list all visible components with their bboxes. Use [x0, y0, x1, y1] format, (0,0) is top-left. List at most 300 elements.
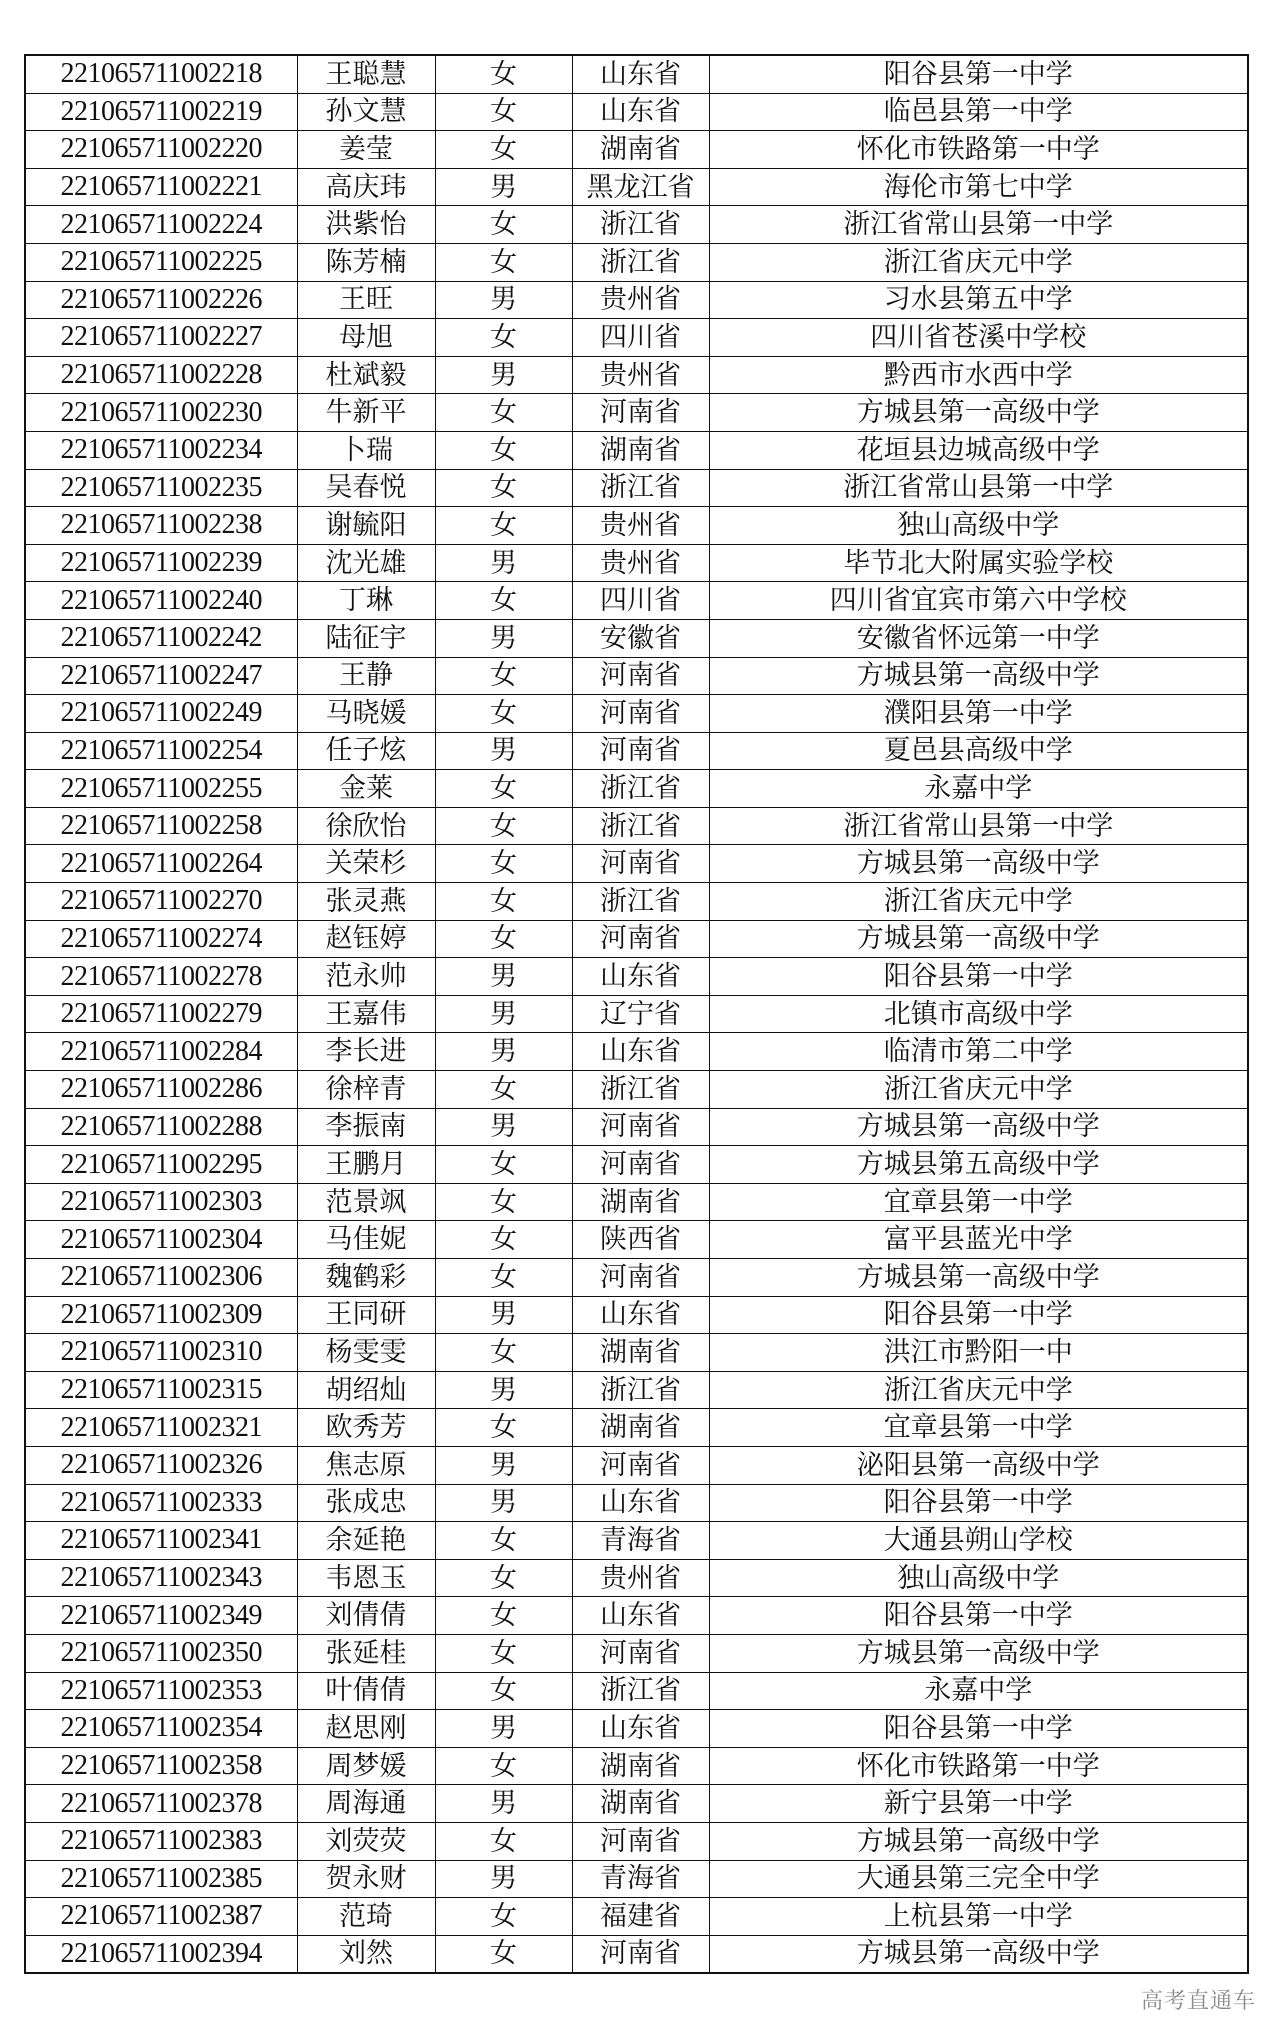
gender-cell: 女	[435, 1334, 572, 1372]
gender-cell: 女	[435, 431, 572, 469]
table-row	[25, 1822, 1248, 1860]
school-cell: 阳谷县第一中学	[709, 1296, 1248, 1334]
gender-cell: 男	[435, 1296, 572, 1334]
name-cell: 范琦	[297, 1898, 435, 1936]
table-row	[25, 55, 1248, 93]
exam-id-cell: 221065711002394	[25, 1935, 297, 1973]
province-cell: 贵州省	[572, 356, 709, 394]
school-cell: 永嘉中学	[709, 770, 1248, 808]
school-cell: 大通县朔山学校	[709, 1522, 1248, 1560]
name-cell: 姜莹	[297, 131, 435, 169]
name-cell: 徐梓青	[297, 1071, 435, 1109]
name-cell: 马晓媛	[297, 695, 435, 733]
exam-id-cell: 221065711002378	[25, 1785, 297, 1823]
table-row	[25, 1296, 1248, 1334]
table-row	[25, 319, 1248, 357]
name-cell: 沈光雄	[297, 544, 435, 582]
gender-cell: 男	[435, 619, 572, 657]
gender-cell: 女	[435, 319, 572, 357]
table-row	[25, 1221, 1248, 1259]
name-cell: 刘荧荧	[297, 1822, 435, 1860]
gender-cell: 女	[435, 1597, 572, 1635]
province-cell: 山东省	[572, 55, 709, 93]
name-cell: 杜斌毅	[297, 356, 435, 394]
name-cell: 王聪慧	[297, 55, 435, 93]
school-cell: 方城县第一高级中学	[709, 1935, 1248, 1973]
table-row	[25, 619, 1248, 657]
school-cell: 浙江省庆元中学	[709, 883, 1248, 921]
school-cell: 宜章县第一中学	[709, 1409, 1248, 1447]
exam-id-cell: 221065711002218	[25, 55, 297, 93]
name-cell: 刘倩倩	[297, 1597, 435, 1635]
exam-id-cell: 221065711002326	[25, 1446, 297, 1484]
gender-cell: 女	[435, 206, 572, 244]
name-cell: 赵思刚	[297, 1710, 435, 1748]
name-cell: 张成忠	[297, 1484, 435, 1522]
school-cell: 方城县第一高级中学	[709, 1634, 1248, 1672]
exam-id-cell: 221065711002247	[25, 657, 297, 695]
province-cell: 贵州省	[572, 1559, 709, 1597]
exam-id-cell: 221065711002242	[25, 619, 297, 657]
province-cell: 青海省	[572, 1860, 709, 1898]
name-cell: 周海通	[297, 1785, 435, 1823]
school-cell: 习水县第五中学	[709, 281, 1248, 319]
school-cell: 临清市第二中学	[709, 1033, 1248, 1071]
school-cell: 方城县第一高级中学	[709, 657, 1248, 695]
name-cell: 张延桂	[297, 1634, 435, 1672]
table-row	[25, 1785, 1248, 1823]
table-row	[25, 1710, 1248, 1748]
gender-cell: 女	[435, 1634, 572, 1672]
province-cell: 浙江省	[572, 469, 709, 507]
province-cell: 浙江省	[572, 1371, 709, 1409]
exam-id-cell: 221065711002315	[25, 1371, 297, 1409]
table-row	[25, 1935, 1248, 1973]
gender-cell: 男	[435, 356, 572, 394]
name-cell: 范永帅	[297, 958, 435, 996]
gender-cell: 女	[435, 1747, 572, 1785]
province-cell: 山东省	[572, 958, 709, 996]
province-cell: 浙江省	[572, 770, 709, 808]
table-row	[25, 1597, 1248, 1635]
gender-cell: 女	[435, 1822, 572, 1860]
gender-cell: 女	[435, 1935, 572, 1973]
exam-id-cell: 221065711002220	[25, 131, 297, 169]
name-cell: 杨雯雯	[297, 1334, 435, 1372]
school-cell: 临邑县第一中学	[709, 93, 1248, 131]
exam-id-cell: 221065711002239	[25, 544, 297, 582]
school-cell: 阳谷县第一中学	[709, 55, 1248, 93]
table-row	[25, 93, 1248, 131]
name-cell: 丁琳	[297, 582, 435, 620]
province-cell: 辽宁省	[572, 995, 709, 1033]
table-row	[25, 732, 1248, 770]
school-cell: 方城县第一高级中学	[709, 845, 1248, 883]
gender-cell: 女	[435, 883, 572, 921]
school-cell: 濮阳县第一中学	[709, 695, 1248, 733]
name-cell: 吴春悦	[297, 469, 435, 507]
province-cell: 山东省	[572, 1484, 709, 1522]
name-cell: 金莱	[297, 770, 435, 808]
exam-id-cell: 221065711002240	[25, 582, 297, 620]
roster-table	[24, 54, 1249, 1974]
province-cell: 湖南省	[572, 131, 709, 169]
name-cell: 谢毓阳	[297, 507, 435, 545]
exam-id-cell: 221065711002221	[25, 168, 297, 206]
school-cell: 新宁县第一中学	[709, 1785, 1248, 1823]
province-cell: 四川省	[572, 319, 709, 357]
province-cell: 河南省	[572, 1822, 709, 1860]
exam-id-cell: 221065711002387	[25, 1898, 297, 1936]
gender-cell: 女	[435, 131, 572, 169]
name-cell: 欧秀芳	[297, 1409, 435, 1447]
name-cell: 马佳妮	[297, 1221, 435, 1259]
province-cell: 浙江省	[572, 807, 709, 845]
gender-cell: 女	[435, 507, 572, 545]
exam-id-cell: 221065711002270	[25, 883, 297, 921]
province-cell: 山东省	[572, 1296, 709, 1334]
table-row	[25, 243, 1248, 281]
exam-id-cell: 221065711002255	[25, 770, 297, 808]
name-cell: 贺永财	[297, 1860, 435, 1898]
gender-cell: 女	[435, 582, 572, 620]
table-row	[25, 281, 1248, 319]
exam-id-cell: 221065711002279	[25, 995, 297, 1033]
gender-cell: 男	[435, 1108, 572, 1146]
exam-id-cell: 221065711002310	[25, 1334, 297, 1372]
exam-id-cell: 221065711002353	[25, 1672, 297, 1710]
school-cell: 独山高级中学	[709, 507, 1248, 545]
gender-cell: 女	[435, 845, 572, 883]
name-cell: 周梦媛	[297, 1747, 435, 1785]
province-cell: 浙江省	[572, 883, 709, 921]
table-row	[25, 1672, 1248, 1710]
gender-cell: 男	[435, 958, 572, 996]
province-cell: 湖南省	[572, 1183, 709, 1221]
table-row	[25, 469, 1248, 507]
exam-id-cell: 221065711002309	[25, 1296, 297, 1334]
name-cell: 高庆玮	[297, 168, 435, 206]
school-cell: 方城县第一高级中学	[709, 1108, 1248, 1146]
gender-cell: 男	[435, 1785, 572, 1823]
table-row	[25, 1747, 1248, 1785]
name-cell: 赵钰婷	[297, 920, 435, 958]
table-row	[25, 1559, 1248, 1597]
gender-cell: 男	[435, 995, 572, 1033]
name-cell: 刘然	[297, 1935, 435, 1973]
table-row	[25, 920, 1248, 958]
exam-id-cell: 221065711002219	[25, 93, 297, 131]
name-cell: 牛新平	[297, 394, 435, 432]
watermark-text: 高考直通车	[1140, 1989, 1256, 2014]
name-cell: 余延艳	[297, 1522, 435, 1560]
exam-id-cell: 221065711002274	[25, 920, 297, 958]
province-cell: 陕西省	[572, 1221, 709, 1259]
exam-id-cell: 221065711002304	[25, 1221, 297, 1259]
school-cell: 永嘉中学	[709, 1672, 1248, 1710]
school-cell: 阳谷县第一中学	[709, 958, 1248, 996]
exam-id-cell: 221065711002254	[25, 732, 297, 770]
school-cell: 方城县第一高级中学	[709, 920, 1248, 958]
exam-id-cell: 221065711002341	[25, 1522, 297, 1560]
exam-id-cell: 221065711002278	[25, 958, 297, 996]
province-cell: 湖南省	[572, 1409, 709, 1447]
table-row	[25, 1033, 1248, 1071]
name-cell: 王同研	[297, 1296, 435, 1334]
table-row	[25, 1898, 1248, 1936]
exam-id-cell: 221065711002249	[25, 695, 297, 733]
gender-cell: 女	[435, 1071, 572, 1109]
gender-cell: 男	[435, 168, 572, 206]
name-cell: 卜瑞	[297, 431, 435, 469]
table-row	[25, 507, 1248, 545]
gender-cell: 男	[435, 281, 572, 319]
table-row	[25, 1446, 1248, 1484]
school-cell: 四川省宜宾市第六中学校	[709, 582, 1248, 620]
exam-id-cell: 221065711002258	[25, 807, 297, 845]
gender-cell: 女	[435, 657, 572, 695]
table-row	[25, 544, 1248, 582]
province-cell: 湖南省	[572, 431, 709, 469]
school-cell: 宜章县第一中学	[709, 1183, 1248, 1221]
table-row	[25, 995, 1248, 1033]
exam-id-cell: 221065711002226	[25, 281, 297, 319]
gender-cell: 男	[435, 732, 572, 770]
province-cell: 湖南省	[572, 1334, 709, 1372]
school-cell: 怀化市铁路第一中学	[709, 1747, 1248, 1785]
school-cell: 黔西市水西中学	[709, 356, 1248, 394]
exam-id-cell: 221065711002238	[25, 507, 297, 545]
table-row	[25, 1108, 1248, 1146]
school-cell: 阳谷县第一中学	[709, 1710, 1248, 1748]
exam-id-cell: 221065711002321	[25, 1409, 297, 1447]
school-cell: 四川省苍溪中学校	[709, 319, 1248, 357]
table-row	[25, 1484, 1248, 1522]
exam-id-cell: 221065711002228	[25, 356, 297, 394]
province-cell: 山东省	[572, 1710, 709, 1748]
table-row	[25, 807, 1248, 845]
name-cell: 任子炫	[297, 732, 435, 770]
gender-cell: 男	[435, 544, 572, 582]
gender-cell: 女	[435, 770, 572, 808]
gender-cell: 女	[435, 243, 572, 281]
table-row	[25, 1371, 1248, 1409]
province-cell: 浙江省	[572, 206, 709, 244]
table-row	[25, 770, 1248, 808]
name-cell: 魏鹤彩	[297, 1259, 435, 1297]
province-cell: 河南省	[572, 1146, 709, 1184]
province-cell: 山东省	[572, 93, 709, 131]
school-cell: 浙江省常山县第一中学	[709, 469, 1248, 507]
province-cell: 湖南省	[572, 1785, 709, 1823]
exam-id-cell: 221065711002284	[25, 1033, 297, 1071]
gender-cell: 女	[435, 93, 572, 131]
province-cell: 浙江省	[572, 1672, 709, 1710]
gender-cell: 女	[435, 1409, 572, 1447]
gender-cell: 女	[435, 807, 572, 845]
table-row	[25, 1259, 1248, 1297]
province-cell: 河南省	[572, 1446, 709, 1484]
province-cell: 湖南省	[572, 1747, 709, 1785]
table-row	[25, 958, 1248, 996]
table-row	[25, 168, 1248, 206]
school-cell: 泌阳县第一高级中学	[709, 1446, 1248, 1484]
exam-id-cell: 221065711002306	[25, 1259, 297, 1297]
exam-id-cell: 221065711002225	[25, 243, 297, 281]
name-cell: 王嘉伟	[297, 995, 435, 1033]
table-row	[25, 394, 1248, 432]
gender-cell: 女	[435, 1183, 572, 1221]
table-row	[25, 1183, 1248, 1221]
name-cell: 张灵燕	[297, 883, 435, 921]
school-cell: 怀化市铁路第一中学	[709, 131, 1248, 169]
exam-id-cell: 221065711002358	[25, 1747, 297, 1785]
name-cell: 关荣杉	[297, 845, 435, 883]
school-cell: 富平县蓝光中学	[709, 1221, 1248, 1259]
province-cell: 贵州省	[572, 281, 709, 319]
province-cell: 河南省	[572, 1935, 709, 1973]
table-row	[25, 1634, 1248, 1672]
name-cell: 李长进	[297, 1033, 435, 1071]
province-cell: 河南省	[572, 1259, 709, 1297]
school-cell: 浙江省庆元中学	[709, 243, 1248, 281]
gender-cell: 男	[435, 1484, 572, 1522]
table-row	[25, 1860, 1248, 1898]
name-cell: 徐欣怡	[297, 807, 435, 845]
name-cell: 王旺	[297, 281, 435, 319]
gender-cell: 女	[435, 1522, 572, 1560]
table-row	[25, 356, 1248, 394]
name-cell: 母旭	[297, 319, 435, 357]
province-cell: 安徽省	[572, 619, 709, 657]
school-cell: 浙江省常山县第一中学	[709, 807, 1248, 845]
gender-cell: 女	[435, 920, 572, 958]
school-cell: 毕节北大附属实验学校	[709, 544, 1248, 582]
exam-id-cell: 221065711002264	[25, 845, 297, 883]
exam-id-cell: 221065711002349	[25, 1597, 297, 1635]
exam-id-cell: 221065711002286	[25, 1071, 297, 1109]
province-cell: 四川省	[572, 582, 709, 620]
gender-cell: 女	[435, 1559, 572, 1597]
school-cell: 阳谷县第一中学	[709, 1597, 1248, 1635]
exam-id-cell: 221065711002350	[25, 1634, 297, 1672]
province-cell: 河南省	[572, 695, 709, 733]
exam-id-cell: 221065711002383	[25, 1822, 297, 1860]
exam-id-cell: 221065711002354	[25, 1710, 297, 1748]
table-row	[25, 883, 1248, 921]
school-cell: 浙江省庆元中学	[709, 1071, 1248, 1109]
school-cell: 海伦市第七中学	[709, 168, 1248, 206]
exam-id-cell: 221065711002227	[25, 319, 297, 357]
name-cell: 李振南	[297, 1108, 435, 1146]
school-cell: 浙江省庆元中学	[709, 1371, 1248, 1409]
name-cell: 焦志原	[297, 1446, 435, 1484]
gender-cell: 女	[435, 469, 572, 507]
name-cell: 王静	[297, 657, 435, 695]
province-cell: 贵州省	[572, 507, 709, 545]
school-cell: 安徽省怀远第一中学	[709, 619, 1248, 657]
exam-id-cell: 221065711002343	[25, 1559, 297, 1597]
province-cell: 河南省	[572, 657, 709, 695]
exam-id-cell: 221065711002288	[25, 1108, 297, 1146]
gender-cell: 女	[435, 1898, 572, 1936]
school-cell: 上杭县第一中学	[709, 1898, 1248, 1936]
roster-body	[25, 55, 1248, 1973]
gender-cell: 女	[435, 394, 572, 432]
gender-cell: 女	[435, 1259, 572, 1297]
province-cell: 河南省	[572, 1108, 709, 1146]
gender-cell: 女	[435, 1672, 572, 1710]
province-cell: 浙江省	[572, 1071, 709, 1109]
name-cell: 陈芳楠	[297, 243, 435, 281]
exam-id-cell: 221065711002333	[25, 1484, 297, 1522]
gender-cell: 男	[435, 1860, 572, 1898]
province-cell: 福建省	[572, 1898, 709, 1936]
gender-cell: 男	[435, 1710, 572, 1748]
name-cell: 陆征宇	[297, 619, 435, 657]
school-cell: 大通县第三完全中学	[709, 1860, 1248, 1898]
school-cell: 阳谷县第一中学	[709, 1484, 1248, 1522]
exam-id-cell: 221065711002235	[25, 469, 297, 507]
gender-cell: 女	[435, 55, 572, 93]
province-cell: 河南省	[572, 1634, 709, 1672]
name-cell: 叶倩倩	[297, 1672, 435, 1710]
table-row	[25, 1071, 1248, 1109]
gender-cell: 女	[435, 1221, 572, 1259]
name-cell: 范景飒	[297, 1183, 435, 1221]
name-cell: 韦恩玉	[297, 1559, 435, 1597]
school-cell: 浙江省常山县第一中学	[709, 206, 1248, 244]
table-row	[25, 206, 1248, 244]
school-cell: 洪江市黔阳一中	[709, 1334, 1248, 1372]
table-row	[25, 695, 1248, 733]
exam-id-cell: 221065711002230	[25, 394, 297, 432]
province-cell: 山东省	[572, 1597, 709, 1635]
province-cell: 黑龙江省	[572, 168, 709, 206]
table-row	[25, 845, 1248, 883]
school-cell: 北镇市高级中学	[709, 995, 1248, 1033]
school-cell: 夏邑县高级中学	[709, 732, 1248, 770]
table-row	[25, 431, 1248, 469]
school-cell: 独山高级中学	[709, 1559, 1248, 1597]
name-cell: 洪紫怡	[297, 206, 435, 244]
exam-id-cell: 221065711002234	[25, 431, 297, 469]
province-cell: 山东省	[572, 1033, 709, 1071]
school-cell: 方城县第一高级中学	[709, 1259, 1248, 1297]
gender-cell: 女	[435, 1146, 572, 1184]
province-cell: 河南省	[572, 394, 709, 432]
exam-id-cell: 221065711002385	[25, 1860, 297, 1898]
table-row	[25, 582, 1248, 620]
table-row	[25, 131, 1248, 169]
exam-id-cell: 221065711002303	[25, 1183, 297, 1221]
province-cell: 河南省	[572, 732, 709, 770]
school-cell: 方城县第一高级中学	[709, 1822, 1248, 1860]
table-row	[25, 1146, 1248, 1184]
province-cell: 河南省	[572, 845, 709, 883]
province-cell: 青海省	[572, 1522, 709, 1560]
exam-id-cell: 221065711002295	[25, 1146, 297, 1184]
gender-cell: 女	[435, 695, 572, 733]
school-cell: 花垣县边城高级中学	[709, 431, 1248, 469]
exam-id-cell: 221065711002224	[25, 206, 297, 244]
name-cell: 王鹏月	[297, 1146, 435, 1184]
table-row	[25, 1409, 1248, 1447]
school-cell: 方城县第一高级中学	[709, 394, 1248, 432]
province-cell: 河南省	[572, 920, 709, 958]
province-cell: 浙江省	[572, 243, 709, 281]
table-row	[25, 657, 1248, 695]
